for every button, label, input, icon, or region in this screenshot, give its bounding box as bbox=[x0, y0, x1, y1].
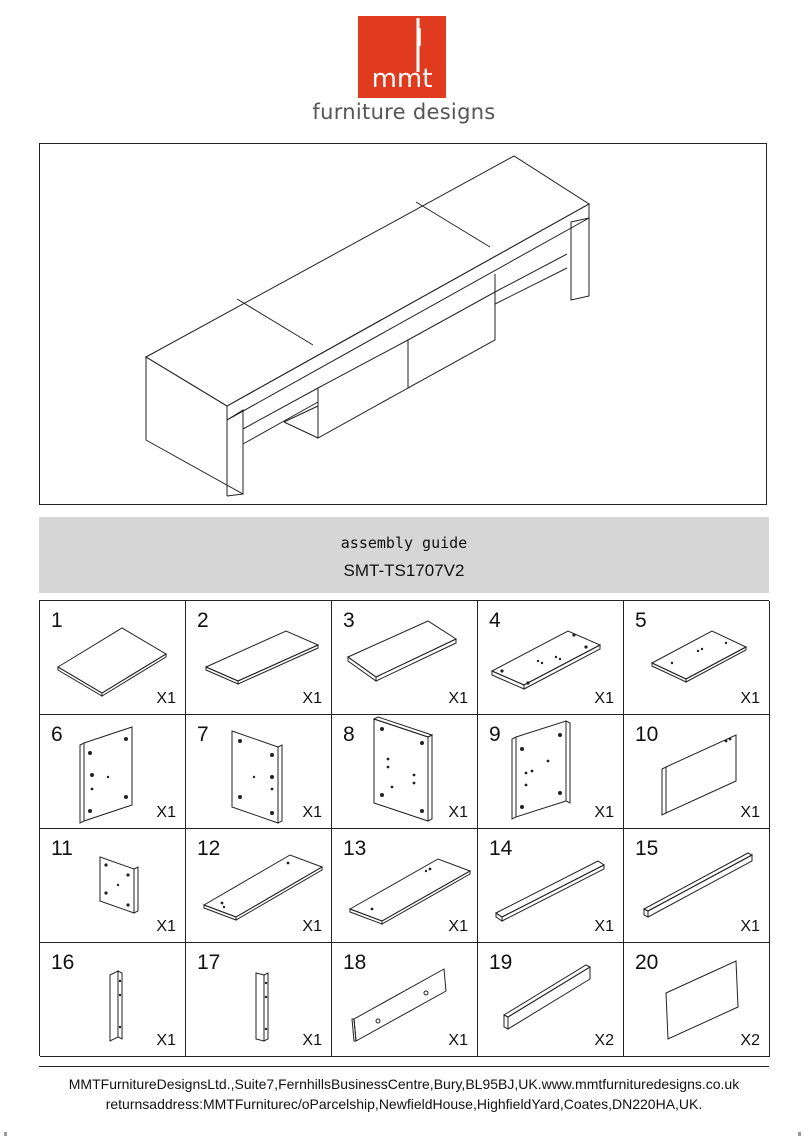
part-cell bbox=[332, 829, 478, 943]
part-cell bbox=[478, 601, 624, 715]
part-quantity: X1 bbox=[156, 1032, 176, 1049]
part-quantity: X1 bbox=[594, 918, 614, 935]
part-cell bbox=[624, 829, 770, 943]
footer bbox=[0, 1074, 808, 1114]
part-number: 1 bbox=[51, 609, 63, 632]
part-cell bbox=[40, 829, 186, 943]
title-band bbox=[39, 517, 769, 593]
part-quantity: X1 bbox=[448, 804, 468, 821]
part-cell bbox=[186, 715, 332, 829]
brand-logo bbox=[358, 16, 446, 98]
part-cell bbox=[478, 943, 624, 1057]
part-cell bbox=[40, 715, 186, 829]
brand-tagline: furniture designs bbox=[312, 100, 496, 124]
part-cell bbox=[332, 715, 478, 829]
footer-returns-address: returnsaddress:MMTFurniturec/oParcelship,NewfieldHouse,HighfieldYard,Coates,DN220HA,UK. bbox=[105, 1096, 703, 1112]
part-cell bbox=[478, 715, 624, 829]
part-number: 15 bbox=[635, 837, 659, 860]
part-quantity: X2 bbox=[594, 1032, 614, 1049]
part-quantity: X1 bbox=[448, 690, 468, 707]
part-quantity: X1 bbox=[594, 804, 614, 821]
part-number: 6 bbox=[51, 723, 63, 746]
part-quantity: X1 bbox=[302, 690, 322, 707]
part-quantity: X1 bbox=[302, 918, 322, 935]
guide-title: assembly guide bbox=[340, 534, 468, 552]
part-number: 11 bbox=[51, 837, 73, 860]
part-quantity: X1 bbox=[156, 918, 176, 935]
part-number: 2 bbox=[197, 609, 209, 632]
part-quantity: X1 bbox=[302, 804, 322, 821]
part-number: 20 bbox=[635, 951, 659, 974]
part-quantity: X1 bbox=[740, 804, 760, 821]
part-number: 13 bbox=[343, 837, 367, 860]
crop-mark bbox=[4, 1132, 7, 1136]
parts-grid bbox=[39, 600, 769, 1056]
part-number: 4 bbox=[489, 609, 501, 632]
part-quantity: X1 bbox=[740, 918, 760, 935]
brand-logo-text: mmt bbox=[371, 64, 433, 94]
part-number: 9 bbox=[489, 723, 501, 746]
brand-logo-mark bbox=[358, 16, 446, 98]
part-cell bbox=[624, 943, 770, 1057]
part-cell bbox=[186, 829, 332, 943]
part-cell bbox=[186, 601, 332, 715]
part-quantity: X1 bbox=[594, 690, 614, 707]
part-cell bbox=[186, 943, 332, 1057]
part-number: 14 bbox=[489, 837, 513, 860]
footer-divider bbox=[39, 1066, 769, 1067]
footer-company-address: MMTFurnitureDesignsLtd.,Suite7,FernhillsBusinessCentre,Bury,BL95BJ,UK.www.mmtfurnituredesigns.co.uk bbox=[68, 1076, 740, 1092]
part-quantity: X1 bbox=[156, 804, 176, 821]
part-number: 16 bbox=[51, 951, 75, 974]
part-quantity: X1 bbox=[740, 690, 760, 707]
model-number: SMT-TS1707V2 bbox=[343, 561, 465, 580]
part-cell bbox=[332, 943, 478, 1057]
part-number: 3 bbox=[343, 609, 355, 632]
part-number: 12 bbox=[197, 837, 221, 860]
part-number: 8 bbox=[343, 723, 355, 746]
part-number: 19 bbox=[489, 951, 513, 974]
part-number: 10 bbox=[635, 723, 659, 746]
part-quantity: X1 bbox=[156, 690, 176, 707]
part-cell bbox=[478, 829, 624, 943]
crop-mark bbox=[798, 1132, 801, 1136]
part-cell bbox=[624, 601, 770, 715]
part-cell bbox=[40, 943, 186, 1057]
part-quantity: X2 bbox=[740, 1032, 760, 1049]
part-cell bbox=[332, 601, 478, 715]
part-number: 5 bbox=[635, 609, 647, 632]
product-illustration bbox=[39, 143, 767, 505]
part-quantity: X1 bbox=[302, 1032, 322, 1049]
part-number: 18 bbox=[343, 951, 367, 974]
part-number: 17 bbox=[197, 951, 221, 974]
part-quantity: X1 bbox=[448, 918, 468, 935]
part-cell bbox=[40, 601, 186, 715]
part-number: 7 bbox=[197, 723, 209, 746]
part-cell bbox=[624, 715, 770, 829]
tv-stand-drawing bbox=[40, 144, 768, 506]
part-quantity: X1 bbox=[448, 1032, 468, 1049]
